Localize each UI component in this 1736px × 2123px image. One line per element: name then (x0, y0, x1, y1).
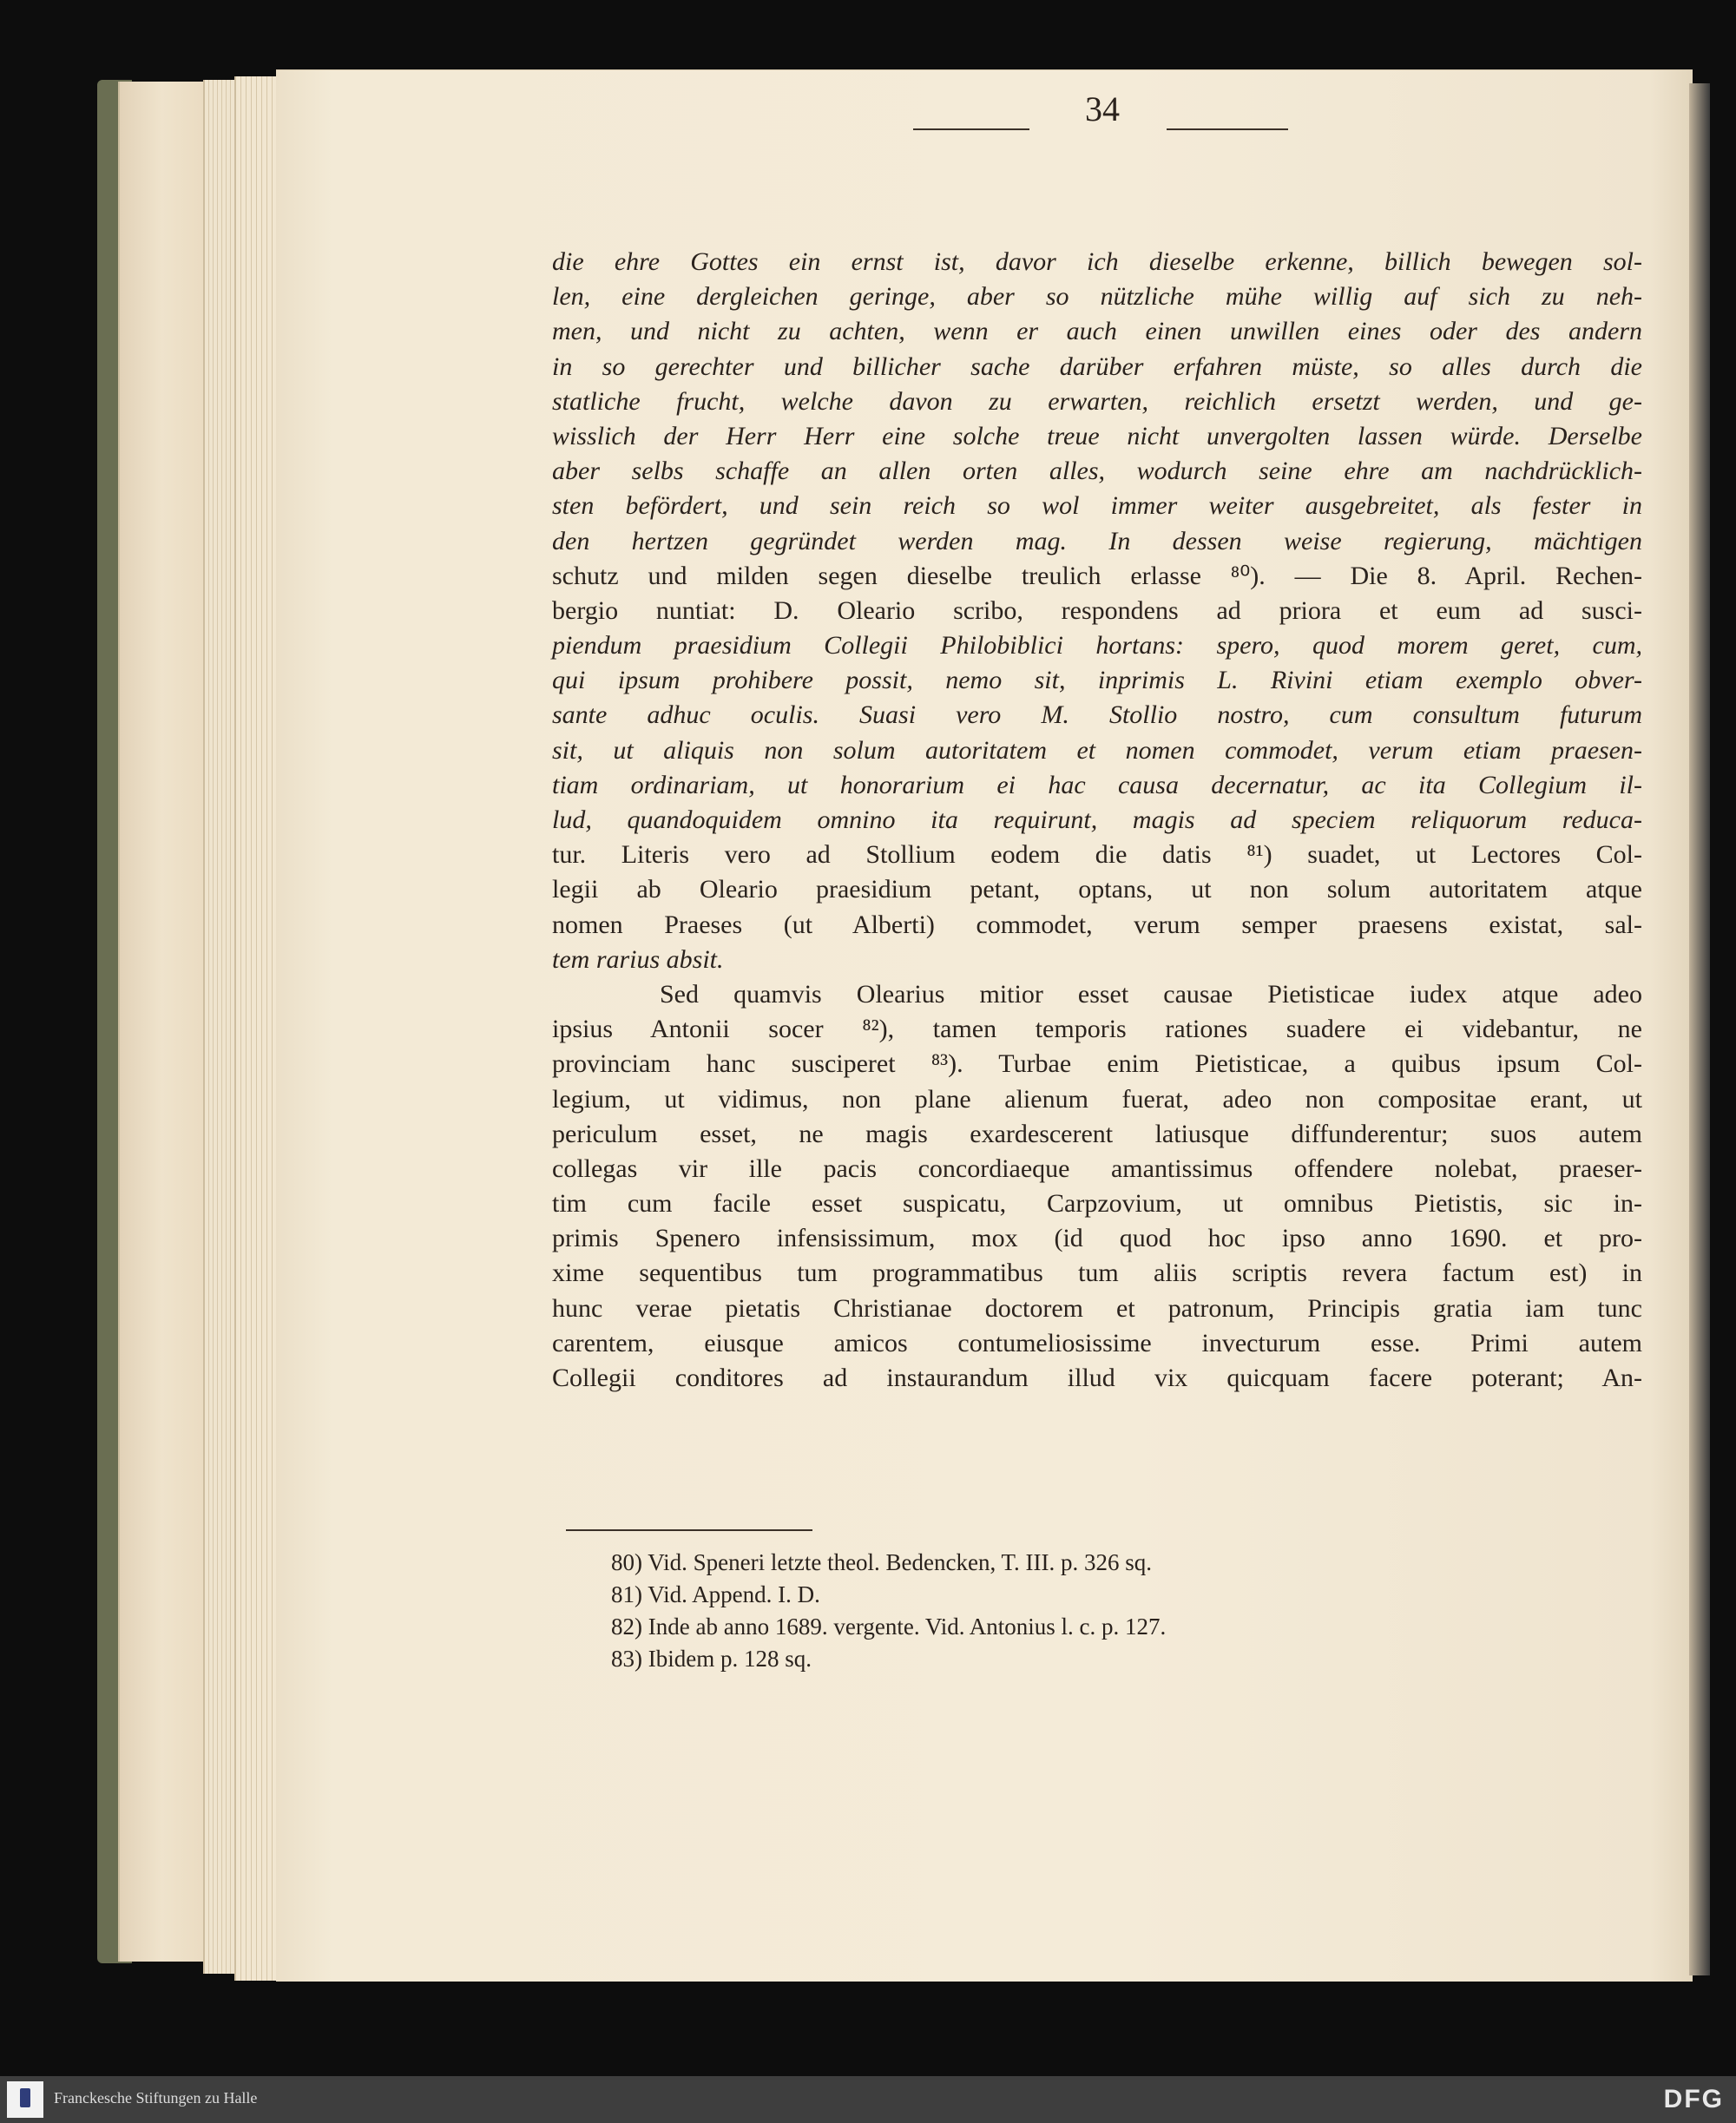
header-rule-left (913, 128, 1029, 130)
footnote: 82) Inde ab anno 1689. vergente. Vid. Antonius l. c. p. 127. (611, 1614, 1167, 1640)
page-gutter-shadow (1689, 83, 1710, 1975)
text-line: provinciam hanc susciperet ⁸³). Turbae enim Pietisticae, a quibus ipsum Col- (552, 1049, 1642, 1079)
text-line: aber selbs schaffe an allen orten alles, wodurch seine ehre am nachdrücklich- (552, 457, 1642, 486)
text-line: lud, quandoquidem omnino ita requirunt, magis ad speciem reliquorum reduca- (552, 805, 1642, 834)
text-line: Sed quamvis Olearius mitior esset causae Pietisticae iudex atque adeo (660, 979, 1642, 1009)
institution-name: Franckesche Stiftungen zu Halle (54, 2089, 258, 2107)
footnote: 80) Vid. Speneri letzte theol. Bedencken, T. III. p. 326 sq. (611, 1549, 1152, 1575)
text-line: Collegii conditores ad instaurandum illud vix quicquam facere poterant; An- (552, 1364, 1642, 1392)
text-line: len, eine dergleichen geringe, aber so nützliche mühe willig auf sich zu neh- (552, 282, 1642, 312)
text-line: sit, ut aliquis non solum autoritatem et nomen commodet, verum etiam praesen- (552, 735, 1642, 765)
text-line: in so gerechter und billicher sache darüber erfahren müste, so alles durch die (552, 352, 1642, 381)
text-line: collegas vir ille pacis concordiaeque amantissimus offendere nolebat, praeser- (552, 1154, 1642, 1183)
page-body-text (552, 245, 1642, 1396)
page-number: 34 (1085, 89, 1120, 128)
text-line: wisslich der Herr Herr eine solche treue nicht unvergolten lassen würde. Derselbe (552, 421, 1642, 450)
text-line: nomen Praeses (ut Alberti) commodet, verum semper praesens existat, sal- (552, 910, 1642, 939)
text-line: xime sequentibus tum programmatibus tum aliis scriptis revera factum est) in (552, 1259, 1642, 1288)
text-line: bergio nuntiat: D. Oleario scribo, respondens ad priora et eum ad susci- (552, 595, 1642, 625)
footnote: 83) Ibidem p. 128 sq. (611, 1646, 812, 1672)
text-line: legium, ut vidimus, non plane alienum fuerat, adeo non compositae erant, ut (552, 1084, 1642, 1114)
header-rule-right (1167, 128, 1288, 130)
institution-logo-icon (7, 2081, 43, 2118)
text-line: den hertzen gegründet werden mag. In dessen weise regierung, mächtigen (552, 526, 1642, 555)
footnotes (611, 1547, 1166, 1675)
text-line: periculum esset, ne magis exardescerent latiusque diffunderentur; suos autem (552, 1119, 1642, 1148)
text-line: men, und nicht zu achten, wenn er auch einen unwillen eines oder des andern (552, 317, 1642, 346)
dfg-logo: DFG (1663, 2085, 1724, 2113)
text-line: schutz und milden segen dieselbe treulich erlasse ⁸⁰). — Die 8. April. Rechen- (552, 561, 1642, 590)
text-line: statliche frucht, welche davon zu erwarten, reichlich ersetzt werden, und ge- (552, 386, 1642, 416)
text-line: legii ab Oleario praesidium petant, optans, ut non solum autoritatem atque (552, 875, 1642, 904)
text-line: piendum praesidium Collegii Philobiblici hortans: spero, quod morem geret, cum, (552, 631, 1642, 661)
footnote-rule (566, 1529, 812, 1531)
text-line: carentem, eiusque amicos contumeliosissime invecturum esse. Primi autem (552, 1328, 1642, 1357)
text-line: tem rarius absit. (552, 944, 724, 974)
footnote: 81) Vid. Append. I. D. (611, 1581, 820, 1607)
text-line: tur. Literis vero ad Stollium eodem die datis ⁸¹) suadet, ut Lectores Col- (552, 840, 1642, 870)
text-line: ipsius Antonii socer ⁸²), tamen temporis rationes suadere ei videbantur, ne (552, 1015, 1642, 1044)
text-line: primis Spenero infensissimum, mox (id quod hoc ipso anno 1690. et pro- (552, 1224, 1642, 1253)
text-line: die ehre Gottes ein ernst ist, davor ich dieselbe erkenne, billich bewegen sol- (552, 247, 1642, 276)
viewer-footer-bar (0, 2076, 1736, 2123)
text-line: tiam ordinariam, ut honorarium ei hac causa decernatur, ac ita Collegium il- (552, 770, 1642, 799)
page-stack-edge-inner (234, 76, 282, 1981)
text-line: qui ipsum prohibere possit, nemo sit, inprimis L. Rivini etiam exemplo obver- (552, 666, 1642, 695)
text-line: sten befördert, und sein reich so wol immer weiter ausgebreitet, als fester in (552, 491, 1642, 521)
text-line: sante adhuc oculis. Suasi vero M. Stollio nostro, cum consultum futurum (552, 700, 1642, 730)
text-line: hunc verae pietatis Christianae doctorem et patronum, Principis gratia iam tunc (552, 1293, 1642, 1323)
text-line: tim cum facile esset suspicatu, Carpzovium, ut omnibus Pietistis, sic in- (552, 1189, 1642, 1219)
